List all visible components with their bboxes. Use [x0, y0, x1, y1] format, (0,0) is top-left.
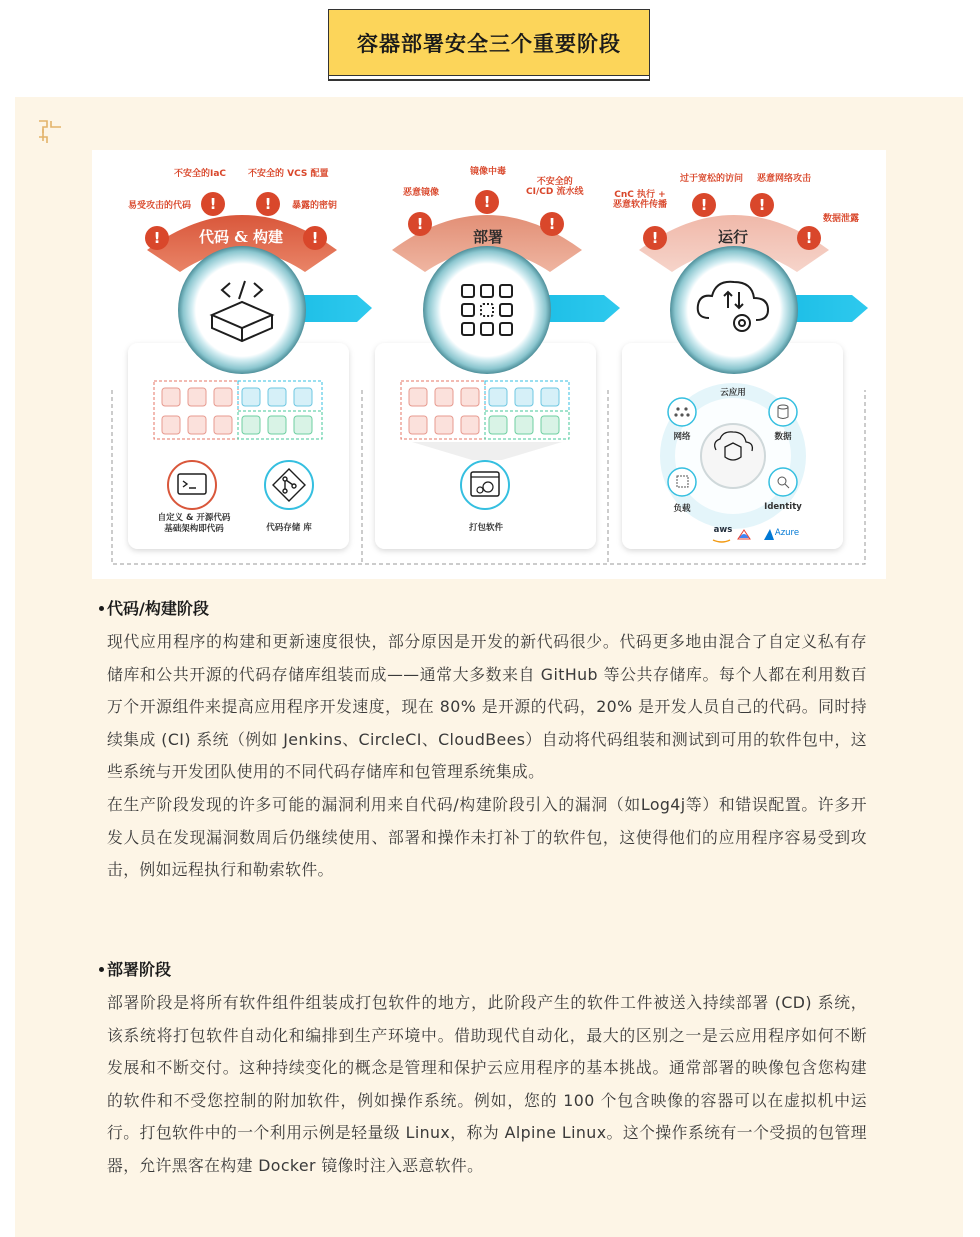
caption-code-repo: 代码存储 库 — [266, 523, 312, 533]
caption-cloud-app: 云应用 — [720, 388, 746, 398]
svg-text:!: ! — [805, 229, 813, 247]
stage-name-build: 代码 & 构建 — [199, 228, 283, 246]
svg-text:!: ! — [548, 215, 556, 233]
threat-label: 不安全的 CI/CD 流水线 — [526, 177, 584, 197]
caption-network: 网络 — [673, 432, 691, 442]
svg-text:!: ! — [153, 229, 161, 247]
threat-label: CnC 执行 + 恶意软件传播 — [613, 190, 668, 210]
caption-custom-code: 自定义 & 开源代码 基础架构即代码 — [157, 513, 231, 534]
threat-label: 不安全的IaC — [174, 169, 227, 179]
content-panel — [15, 97, 963, 1237]
logo-aws: aws — [713, 525, 733, 535]
paragraph: 现代应用程序的构建和更新速度很快，部分原因是开发的新代码很少。代码更多地由混合了自定义私有存储库和公共开源的代码存储库组装而成——通常大多数来自 GitHub 等公共存储库。每个人都在利用数百万个开源组件来提高应用程序开发速度，现在 80% 是开源的代码，20% 是开发人员自己的代码。同时持续集成 (CI) 系统（例如 Jenkins、CircleCI、CloudBees）自动将代码组装和测试到可用的软件包中，这些系统与开发团队使用的不同代码存储库和包管理系统集成。 — [107, 632, 867, 782]
svg-text:!: ! — [758, 196, 766, 214]
corner-decoration-icon — [37, 119, 63, 145]
section-heading: 部署阶段 — [107, 955, 867, 985]
svg-text:!: ! — [651, 229, 659, 247]
threat-label: 易受攻击的代码 — [128, 201, 192, 211]
page-title: 容器部署安全三个重要阶段 — [328, 9, 650, 76]
threat-label: 数据泄露 — [823, 214, 860, 224]
threat-label: 镜像中毒 — [470, 167, 507, 177]
caption-packaged-software: 打包软件 — [468, 523, 503, 533]
stage-name-deploy: 部署 — [473, 228, 504, 246]
logo-azure: Azure — [774, 528, 800, 538]
threat-label: 不安全的 VCS 配置 — [248, 169, 329, 179]
svg-text:!: ! — [416, 215, 424, 233]
threat-label: 恶意网络攻击 — [757, 174, 812, 184]
svg-text:!: ! — [209, 195, 217, 213]
threat-label: 恶意镜像 — [403, 188, 440, 198]
security-stages-diagram — [92, 150, 886, 579]
svg-text:!: ! — [483, 193, 491, 211]
section-heading: 代码/构建阶段 — [107, 594, 867, 624]
paragraph: 部署阶段是将所有软件组件组装成打包软件的地方，此阶段产生的软件工件被送入持续部署 (CD) 系统，该系统将打包软件自动化和编排到生产环境中。借助现代自动化，最大的区别之一是云应用程序如何不断发展和不断交付。这种持续变化的概念是管理和保护云应用程序的基本挑战。通常部署的映像包含您构建的软件和不受您控制的附加软件，例如操作系统。例如，您的 100 个包含映像的容器可以在虚拟机中运行。打包软件中的一个利用示例是轻量级 Linux，称为 Alpine Linux。这个操作系统有一个受损的包管理器，允许黑客在构建 Docker 镜像时注入恶意软件。 — [107, 993, 867, 1175]
section-deploy — [107, 955, 867, 1183]
threat-label: 暴露的密钥 — [292, 201, 338, 211]
stage-name-run: 运行 — [718, 228, 749, 246]
caption-data: 数据 — [774, 432, 792, 442]
caption-workload: 负载 — [673, 504, 691, 514]
svg-text:!: ! — [311, 229, 319, 247]
section-code-build — [107, 594, 867, 887]
paragraph: 在生产阶段发现的许多可能的漏洞利用来自代码/构建阶段引入的漏洞（如Log4j等）和错误配置。许多开发人员在发现漏洞数周后仍继续使用、部署和操作未打补丁的软件包，这使得他们的应用程序容易受到攻击，例如远程执行和勒索软件。 — [107, 794, 867, 880]
svg-text:!: ! — [264, 195, 272, 213]
svg-text:!: ! — [700, 196, 708, 214]
threat-label: 过于宽松的访问 — [680, 174, 744, 184]
caption-identity: Identity — [764, 502, 802, 512]
